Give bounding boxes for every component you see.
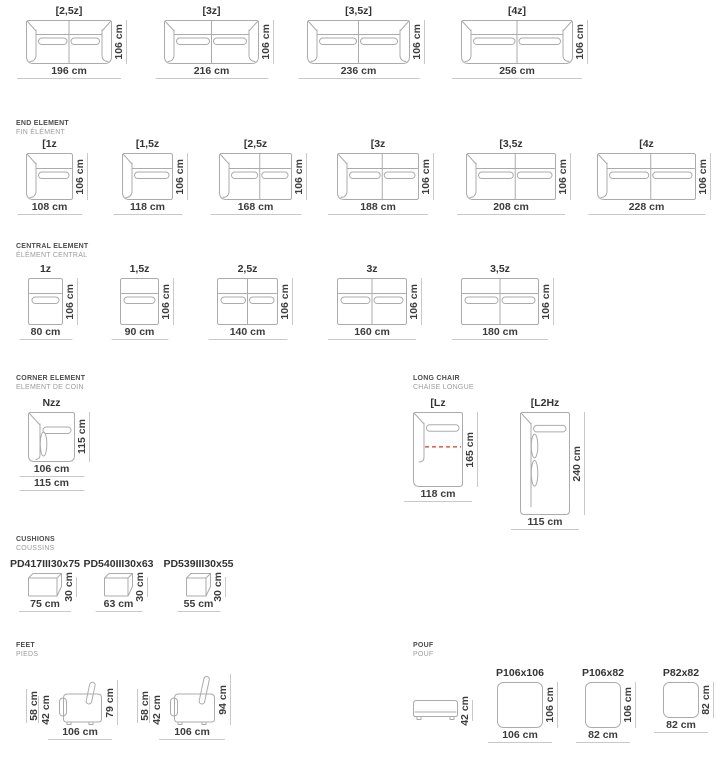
height-dimension: 30 cm bbox=[212, 572, 224, 602]
central-element-drawing bbox=[337, 278, 407, 325]
width-dimension: 118 cm bbox=[404, 488, 472, 502]
figure-label: [1,5z bbox=[135, 138, 160, 150]
height-dimension: 82 cm bbox=[701, 682, 714, 718]
height-dimension: 106 cm bbox=[280, 278, 293, 325]
end-element-figure-1-5z bbox=[122, 138, 186, 213]
width-dimension: 80 cm bbox=[19, 326, 72, 340]
height-dimension: 106 cm bbox=[623, 682, 636, 728]
sofa-figure-2-5z bbox=[26, 5, 125, 77]
feet-subtitle: PIEDS bbox=[16, 651, 39, 658]
height-dimension: 106 cm bbox=[541, 278, 554, 325]
width-dimension: 118 cm bbox=[113, 201, 182, 215]
height-dimension: 115 cm bbox=[77, 412, 90, 462]
pouf-top-view-drawing bbox=[585, 682, 621, 728]
pouf-figure-p106x82 bbox=[581, 667, 634, 741]
end-element-figure-4z bbox=[597, 138, 709, 213]
total-height-dimension: 79 cm bbox=[105, 680, 118, 725]
long-chair-drawing bbox=[413, 412, 463, 487]
cushion-figure-pd539 bbox=[163, 558, 234, 610]
width-dimension: 82 cm bbox=[654, 719, 708, 733]
figure-label: [L2Hz bbox=[530, 397, 560, 409]
end-element-drawing bbox=[597, 153, 696, 200]
height-dimension: 30 cm bbox=[134, 572, 146, 602]
central-element-figure-3z bbox=[337, 263, 420, 338]
pouf-subtitle: POUF bbox=[413, 651, 434, 658]
width-dimension: 108 cm bbox=[17, 201, 82, 215]
central-element-figure-2-5z bbox=[217, 263, 291, 338]
cushion-code-label: PD539III30x55 bbox=[163, 558, 234, 570]
corner-element-subtitle: ELEMENT DE COIN bbox=[16, 384, 84, 391]
end-element-drawing bbox=[26, 153, 73, 200]
central-element-title: CENTRAL ELEMENT bbox=[16, 243, 89, 250]
sofa-side-view-drawing bbox=[168, 674, 216, 725]
height-dimension: 106 cm bbox=[65, 278, 78, 325]
width-dimension: 160 cm bbox=[328, 326, 416, 340]
width-dimension: 196 cm bbox=[17, 65, 121, 79]
figure-label: 3z bbox=[366, 263, 378, 275]
height-dimension: 42 cm bbox=[459, 695, 471, 726]
figure-label: [4z] bbox=[507, 5, 527, 17]
figure-label: [3,5z] bbox=[345, 5, 372, 17]
pouf-side-view-drawing bbox=[413, 700, 458, 721]
depth-dimension: 106 cm bbox=[48, 726, 112, 740]
sofa-figure-3z bbox=[164, 5, 272, 77]
height-dimension: 106 cm bbox=[294, 153, 307, 200]
figure-label: [1z bbox=[42, 138, 57, 150]
pouf-code-label: P106x106 bbox=[496, 667, 544, 679]
width-dimension: 106 cm bbox=[488, 729, 552, 743]
height-dimension: 106 cm bbox=[575, 20, 588, 64]
figure-label: 1z bbox=[39, 263, 52, 275]
width-dimension: 140 cm bbox=[208, 326, 287, 340]
cushion-drawing bbox=[104, 573, 133, 597]
cushion-code-label: PD417III30x75 bbox=[9, 558, 81, 570]
height-dimension: 106 cm bbox=[409, 278, 422, 325]
cushion-figure-pd417 bbox=[9, 558, 81, 610]
corner-element-figure-nzz bbox=[28, 397, 88, 489]
width-dimension: 168 cm bbox=[210, 201, 301, 215]
pouf-side-view-figure bbox=[413, 695, 471, 726]
pouf-title: POUF bbox=[413, 642, 434, 649]
central-element-subtitle: ÉLÉMENT CENTRAL bbox=[16, 252, 88, 259]
feet-title: FEET bbox=[16, 642, 35, 649]
sofa-top-view-drawing bbox=[307, 20, 410, 64]
width-dimension: 90 cm bbox=[111, 326, 168, 340]
sofa-figure-3-5z bbox=[307, 5, 423, 77]
corner-element-drawing bbox=[28, 412, 75, 462]
end-element-drawing bbox=[122, 153, 173, 200]
figure-label: 2,5z bbox=[237, 263, 258, 275]
sofa-top-view-drawing bbox=[164, 20, 259, 64]
sofa-top-view-drawing bbox=[26, 20, 112, 64]
cushion-code-label: PD540III30x63 bbox=[83, 558, 154, 570]
end-element-subtitle: FIN ÉLÉMENT bbox=[16, 129, 66, 136]
figure-label: Nzz bbox=[42, 397, 61, 409]
end-element-figure-2-5z bbox=[219, 138, 305, 213]
height-dimension: 165 cm bbox=[465, 412, 478, 487]
width-dimension: 115 cm bbox=[511, 516, 579, 530]
pouf-code-label: P82x82 bbox=[662, 667, 700, 679]
figure-label: [3z] bbox=[202, 5, 221, 17]
width-dimension-outer: 115 cm bbox=[19, 477, 84, 491]
long-chair-subtitle: CHAISE LONGUE bbox=[413, 384, 474, 391]
central-element-drawing bbox=[217, 278, 278, 325]
width-dimension: 216 cm bbox=[155, 65, 268, 79]
figure-label: [2,5z] bbox=[55, 5, 83, 17]
long-chair-figure-l2hz bbox=[520, 397, 583, 528]
height-dimension: 106 cm bbox=[698, 153, 711, 200]
height-dimension: 106 cm bbox=[412, 20, 425, 64]
height-dimension: 106 cm bbox=[161, 278, 174, 325]
height-dimension: 106 cm bbox=[261, 20, 274, 64]
cushion-drawing bbox=[186, 573, 211, 597]
central-element-drawing bbox=[28, 278, 63, 325]
height-dimension: 106 cm bbox=[114, 20, 127, 64]
width-dimension: 75 cm bbox=[19, 598, 71, 612]
width-dimension-inner: 106 cm bbox=[19, 463, 84, 477]
corner-element-title: CORNER ELEMENT bbox=[16, 375, 86, 382]
height-dimension: 106 cm bbox=[75, 153, 88, 200]
cushions-subtitle: COUSSINS bbox=[16, 545, 55, 552]
width-dimension: 180 cm bbox=[452, 326, 548, 340]
pouf-figure-p106x106 bbox=[496, 667, 556, 741]
sofa-side-view-drawing bbox=[57, 680, 103, 725]
width-dimension: 236 cm bbox=[298, 65, 419, 79]
long-chair-title: LONG CHAIR bbox=[413, 375, 460, 382]
figure-label: 1,5z bbox=[129, 263, 150, 275]
end-element-drawing bbox=[337, 153, 419, 200]
pouf-top-view-drawing bbox=[663, 682, 699, 718]
cushions-title: CUSHIONS bbox=[16, 536, 55, 543]
end-element-figure-3-5z bbox=[466, 138, 569, 213]
height-dimension: 106 cm bbox=[558, 153, 571, 200]
end-element-title: END ELEMENT bbox=[16, 120, 69, 127]
figure-label: [Lz bbox=[430, 397, 446, 409]
sofa-figure-4z bbox=[461, 5, 586, 77]
central-element-figure-1-5z bbox=[120, 263, 172, 338]
width-dimension: 82 cm bbox=[576, 729, 630, 743]
long-chair-figure-lz bbox=[413, 397, 476, 500]
end-element-figure-3z bbox=[337, 138, 432, 213]
width-dimension: 188 cm bbox=[328, 201, 428, 215]
long-chair-high-drawing bbox=[520, 412, 570, 515]
seat-height-dimension: 58 cm bbox=[26, 689, 39, 723]
cushion-drawing bbox=[28, 573, 62, 597]
feet-side-view-figure-high bbox=[138, 674, 229, 738]
pouf-top-view-drawing bbox=[497, 682, 543, 728]
end-element-figure-1z bbox=[26, 138, 86, 213]
total-height-dimension: 94 cm bbox=[218, 674, 231, 725]
pouf-figure-p82x82 bbox=[662, 667, 712, 731]
sofa-top-view-drawing bbox=[461, 20, 573, 64]
cushion-height-dimension: 42 cm bbox=[150, 694, 163, 725]
cushion-figure-pd540 bbox=[83, 558, 154, 610]
width-dimension: 256 cm bbox=[452, 65, 582, 79]
central-element-figure-1z bbox=[28, 263, 76, 338]
figure-label: 3,5z bbox=[490, 263, 510, 275]
end-element-drawing bbox=[466, 153, 556, 200]
end-element-drawing bbox=[219, 153, 292, 200]
pouf-code-label: P106x82 bbox=[581, 667, 625, 679]
depth-dimension: 106 cm bbox=[159, 726, 225, 740]
width-dimension: 228 cm bbox=[588, 201, 705, 215]
central-element-figure-3-5z bbox=[461, 263, 552, 338]
width-dimension: 208 cm bbox=[457, 201, 565, 215]
figure-label: [3z bbox=[370, 138, 386, 150]
figure-label: [4z bbox=[639, 138, 654, 150]
height-dimension: 106 cm bbox=[545, 682, 558, 728]
feet-side-view-figure-low bbox=[27, 680, 116, 738]
cushion-height-dimension: 42 cm bbox=[39, 694, 52, 725]
width-dimension: 55 cm bbox=[177, 598, 220, 612]
height-dimension: 240 cm bbox=[572, 412, 585, 515]
height-dimension: 106 cm bbox=[421, 153, 434, 200]
figure-label: [3,5z bbox=[499, 138, 523, 150]
seat-height-dimension: 58 cm bbox=[137, 689, 150, 723]
central-element-drawing bbox=[461, 278, 539, 325]
central-element-drawing bbox=[120, 278, 159, 325]
figure-label: [2,5z bbox=[243, 138, 268, 150]
width-dimension: 63 cm bbox=[95, 598, 142, 612]
height-dimension: 30 cm bbox=[63, 572, 75, 602]
height-dimension: 106 cm bbox=[175, 153, 188, 200]
